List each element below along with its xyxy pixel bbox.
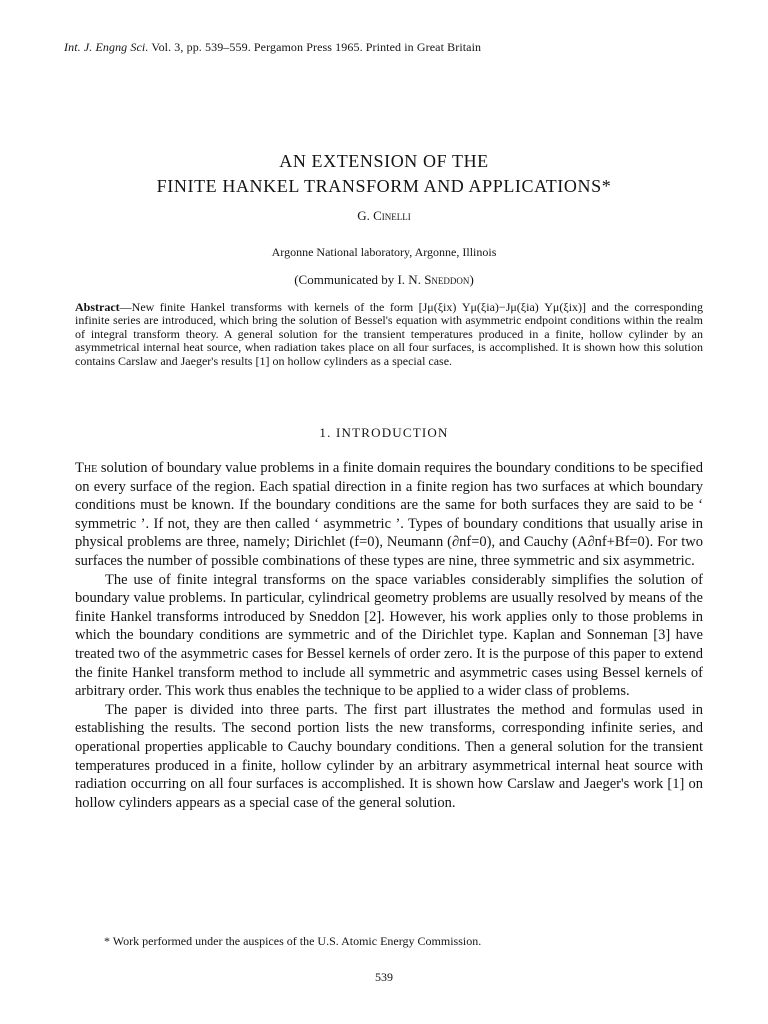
abstract (75, 301, 703, 368)
abstract-text: —New finite Hankel transforms with kernels of the form [Jμ(ξix) Yμ(ξia)−Jμ(ξia) Yμ(ξix)] and the corresponding infinite series are introduced, which bring the solution of Bessel's equation with asymmetric endpoint conditions within the realm of integral transform theory. A general solution for the transient temperatures produced in a finite, hollow cylinder by an asymmetrical internal heat source, when radiation takes place on all four surfaces, is accomplished. It is shown how this solution contains Carslaw and Jaeger's results [1] on hollow cylinders as a special case. (75, 300, 703, 368)
communicated-suffix: ) (469, 272, 474, 287)
paper-title-line-2: FINITE HANKEL TRANSFORM AND APPLICATIONS* (156, 176, 612, 196)
abstract-label: Abstract (75, 300, 120, 314)
body-text (75, 459, 703, 812)
running-header (64, 40, 481, 55)
author-name: G. Cinelli (357, 208, 411, 223)
section-heading: 1. INTRODUCTION (319, 425, 449, 440)
communicated-by (0, 272, 768, 288)
citation-details: Vol. 3, pp. 539–559. Pergamon Press 1965. Printed in Great Britain (151, 40, 482, 54)
author-affiliation: Argonne National laboratory, Argonne, Illinois (271, 245, 497, 259)
journal-name: Int. J. Engng Sci. (64, 40, 149, 54)
paragraph-lead: The (75, 460, 98, 476)
paragraph: The paper is divided into three parts. The first part illustrates the method and formulas used in establishing the results. The second portion lists the new transforms, corresponding infinite series, and operational properties applicable to Cauchy boundary conditions. Then a general solution for the transient temperatures produced in a finite, hollow cylinder by an arbitrary asymmetrical internal heat source with radiation occurring on all four surfaces is accomplished. It is shown how Carslaw and Jaeger's work [1] on hollow cylinders appears as a special case of the general solution. (75, 701, 703, 811)
paragraph (75, 459, 703, 571)
paper-title-line-1: AN EXTENSION OF THE (279, 151, 489, 171)
communicated-prefix: (Communicated by I. N. (294, 272, 425, 287)
paragraph-text: solution of boundary value problems in a finite domain requires the boundary conditions to be specified on every surface of the region. Each spatial direction in a finite region has two surfaces at which boundary conditions must be known. If the boundary conditions are the same for both surfaces they are said to be ‘ symmetric ’. If not, they are then called ‘ asymmetric ’. Types of boundary conditions that usually arise in physical problems are three, namely; Dirichlet (f=0), Neumann (∂nf=0), and Cauchy (A∂nf+Bf=0). For two surfaces the number of possible combinations of these types are nine, three symmetric and six asymmetric. (75, 460, 703, 569)
paragraph: The use of finite integral transforms on the space variables considerably simplifies the solution of boundary value problems. In particular, cylindrical geometry problems are usually resolved by means of the finite Hankel transforms introduced by Sneddon [2]. However, his work applies only to those problems in which the boundary conditions are symmetric and of the Dirichlet type. Kaplan and Sonneman [3] have treated two of the asymmetric cases for Bessel kernels of order zero. It is the purpose of this paper to extend the finite Hankel transform method to include all symmetric and asymmetric cases using Bessel kernels of arbitrary order. This work thus enables the technique to be applied to a wider class of problems. (75, 571, 703, 700)
page-number: 539 (375, 970, 393, 984)
communicator-name: Sneddon (424, 272, 470, 287)
footnote: * Work performed under the auspices of the U.S. Atomic Energy Commission. (104, 934, 482, 948)
